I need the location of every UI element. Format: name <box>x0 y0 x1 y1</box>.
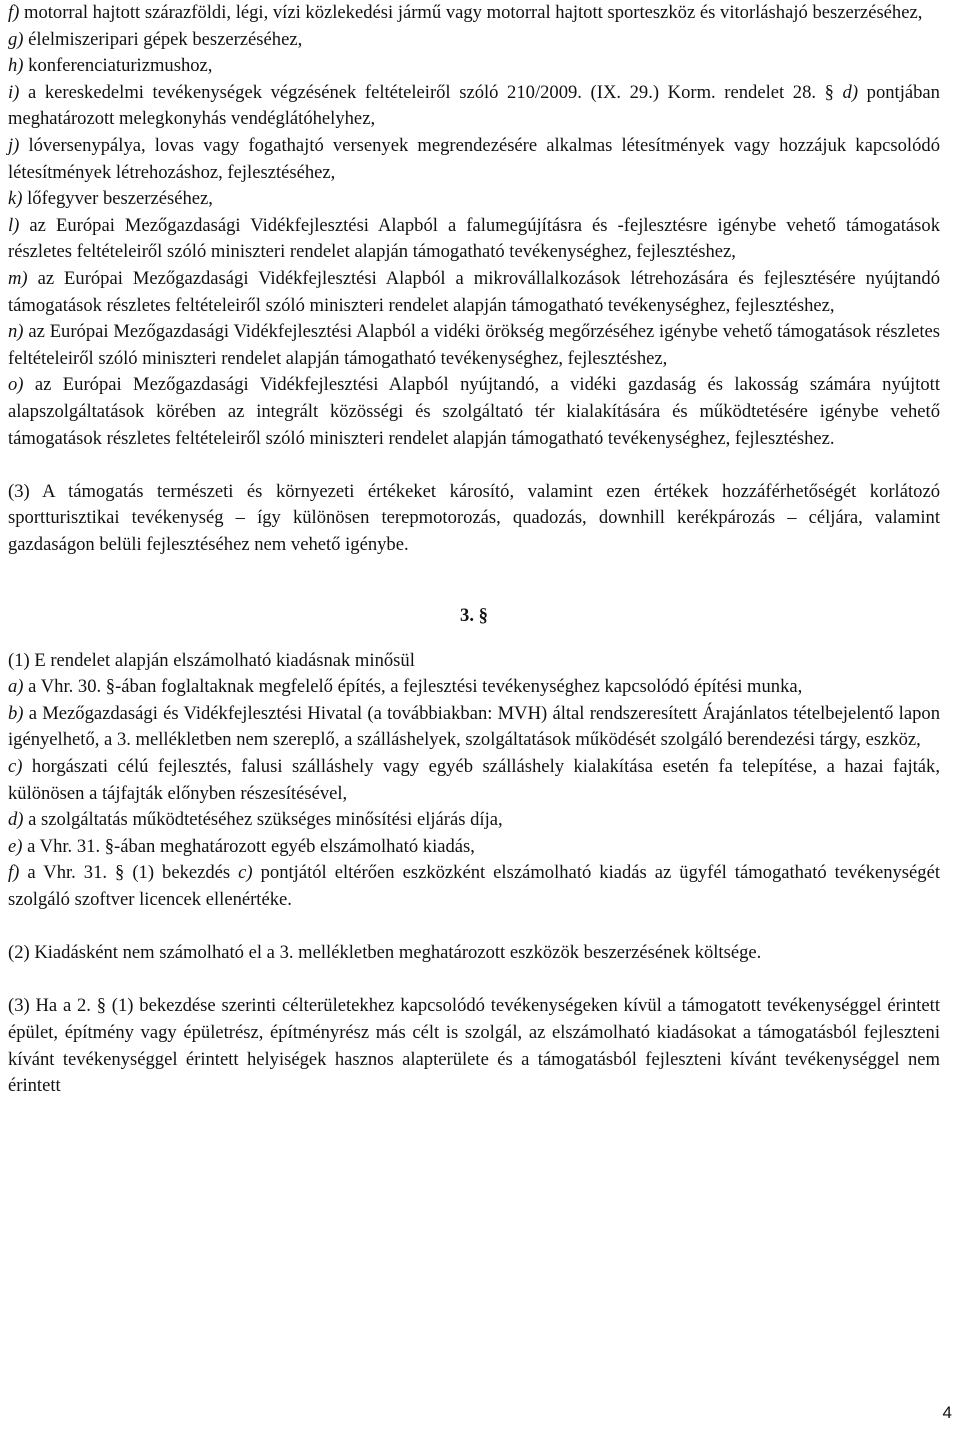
item-letter: l) <box>8 214 20 236</box>
paragraph-3: (3) A támogatás természeti és környezeti értékeket károsító, valamint ezen értékek hozzáférhetőségét korlátozó sportturisztikai tevékenység – így különösen terepmotorozás, quadozás, downhill kerékpározás – céljára, valamint gazdaságon belüli fejlesztéséhez nem vehető igénybe. <box>8 480 940 555</box>
item-letter: f) <box>8 862 20 884</box>
list-item-k <box>8 186 940 213</box>
list-item-f <box>8 0 940 27</box>
list-block-1 <box>8 0 940 452</box>
item-letter: a) <box>8 676 24 698</box>
item-text: konferenciaturizmushoz, <box>23 55 213 77</box>
item-text: az Európai Mezőgazdasági Vidékfejlesztési Alapból a mikrovállalkozások létrehozására és fejlesztésére nyújtandó támogatások részletes feltételeiről szóló miniszteri rendelet alapján támogatható tevékenységhez, fejlesztéshez, <box>8 267 940 316</box>
item-text: a Vhr. 31. § (1) bekezdés <box>19 862 239 884</box>
item-letter: b) <box>8 702 24 724</box>
item-text: az Európai Mezőgazdasági Vidékfejlesztési Alapból a falumegújításra és -fejlesztésre igénybe vehető támogatások részletes feltételeiről szóló miniszteri rendelet alapján támogatható tevékenységhez, fejlesztéshez, <box>8 214 940 263</box>
item-letter: d) <box>8 809 24 831</box>
list-item-m <box>8 266 940 319</box>
section-3-paragraph-1 <box>8 648 940 914</box>
item-letter: n) <box>8 321 24 343</box>
document-page <box>8 0 940 1100</box>
list-item-j <box>8 133 940 186</box>
item-text: a Vhr. 30. §-ában foglaltaknak megfelelő építés, a fejlesztési tevékenységhez kapcsolódó építési munka, <box>23 676 803 698</box>
list-item-b <box>8 701 940 754</box>
item-letter: m) <box>8 267 28 289</box>
item-letter: c) <box>238 862 253 884</box>
item-letter: j) <box>8 134 20 156</box>
item-letter: d) <box>842 81 859 103</box>
item-text: az Európai Mezőgazdasági Vidékfejlesztési Alapból nyújtandó, a vidéki gazdaság és lakosság számára nyújtott alapszolgáltatások körében az integrált közösségi és szolgáltató tér kialakítására és működtetésére igénybe vehető támogatások részletes feltételeiről szóló miniszteri rendelet alapján támogatható tevékenységhez, fejlesztéshez. <box>8 374 940 449</box>
item-letter: i) <box>8 81 20 103</box>
item-text: a kereskedelmi tevékenységek végzésének feltételeiről szóló 210/2009. (IX. 29.) Korm. rendelet 28. § <box>19 81 843 103</box>
item-text: a Mezőgazdasági és Vidékfejlesztési Hivatal (a továbbiakban: MVH) által rendszeresített Árajánlatos tételbejelentő lapon igényelhető, a 3. mellékletben nem szereplő, a szálláshelyek, szolgáltatások működését szolgáló berendezési tárgy, eszköz, <box>8 702 940 751</box>
item-letter: o) <box>8 374 24 396</box>
list-item-a <box>8 674 940 701</box>
list-item-i <box>8 80 940 133</box>
item-text: motorral hajtott szárazföldi, légi, vízi közlekedési jármű vagy motorral hajtott sporteszköz és vitorláshajó beszerzéséhez, <box>19 2 923 23</box>
item-letter: k) <box>8 188 23 210</box>
item-text: pontjától eltérően eszközként elszámolható kiadás az ügyfél támogatható tevékenységét szolgáló szoftver licencek ellenértéke. <box>8 862 940 910</box>
section-3-paragraph-3: (3) Ha a 2. § (1) bekezdése szerinti célterületekhez kapcsolódó tevékenységeken kívül a támogatott tevékenységgel érintett épület, építmény vagy épületrész, építményrész más célt is szolgál, az elszámolható kiadásokat a támogatásból fejleszteni kívánt tevékenységgel érintett helyiségek hasznos alapterülete és a támogatásból fejleszteni kívánt tevékenységgel nem érintett <box>8 995 940 1097</box>
list-item-d <box>8 807 940 834</box>
item-text: pontjában meghatározott melegkonyhás vendéglátóhelyhez, <box>8 81 940 130</box>
item-text: a szolgáltatás működtetéséhez szükséges minősítési eljárás díja, <box>23 809 503 831</box>
list-item-f2 <box>8 860 940 913</box>
item-text: az Európai Mezőgazdasági Vidékfejlesztési Alapból a vidéki örökség megőrzéséhez igénybe vehető támogatások részletes feltételeiről szóló miniszteri rendelet alapján támogatható tevékenységhez, fejlesztéshez, <box>8 321 940 369</box>
item-text: élelmiszeripari gépek beszerzéséhez, <box>23 28 303 50</box>
list-item-h <box>8 53 940 80</box>
list-item-n <box>8 319 940 372</box>
page-number: 4 <box>942 1403 952 1422</box>
item-letter: f) <box>8 2 20 23</box>
item-letter: g) <box>8 28 24 50</box>
item-letter: h) <box>8 55 24 77</box>
paragraph-intro: (1) E rendelet alapján elszámolható kiadásnak minősül <box>8 649 415 671</box>
list-item-c <box>8 754 940 807</box>
list-item-l <box>8 213 940 266</box>
item-text: a Vhr. 31. §-ában meghatározott egyéb elszámolható kiadás, <box>22 835 475 857</box>
item-text: lóversenypálya, lovas vagy fogathajtó versenyek megrendezésére alkalmas létesítmények vagy hozzájuk kapcsolódó létesítmények létrehozáshoz, fejlesztéséhez, <box>8 134 940 183</box>
item-text: horgászati célú fejlesztés, falusi szálláshely vagy egyéb szálláshely kialakítása esetén fa telepítése, a hazai fajták, különösen a tájfajták előnyben részesítésével, <box>8 756 940 804</box>
item-letter: e) <box>8 835 23 857</box>
list-item-g <box>8 27 940 54</box>
section-title: 3. § <box>460 605 488 627</box>
list-item-e <box>8 834 940 861</box>
list-item-o <box>8 372 940 452</box>
section-3-paragraph-2: (2) Kiadásként nem számolható el a 3. mellékletben meghatározott eszközök beszerzésének költsége. <box>8 942 762 964</box>
item-letter: c) <box>8 756 23 778</box>
item-text: lőfegyver beszerzéséhez, <box>22 188 213 210</box>
